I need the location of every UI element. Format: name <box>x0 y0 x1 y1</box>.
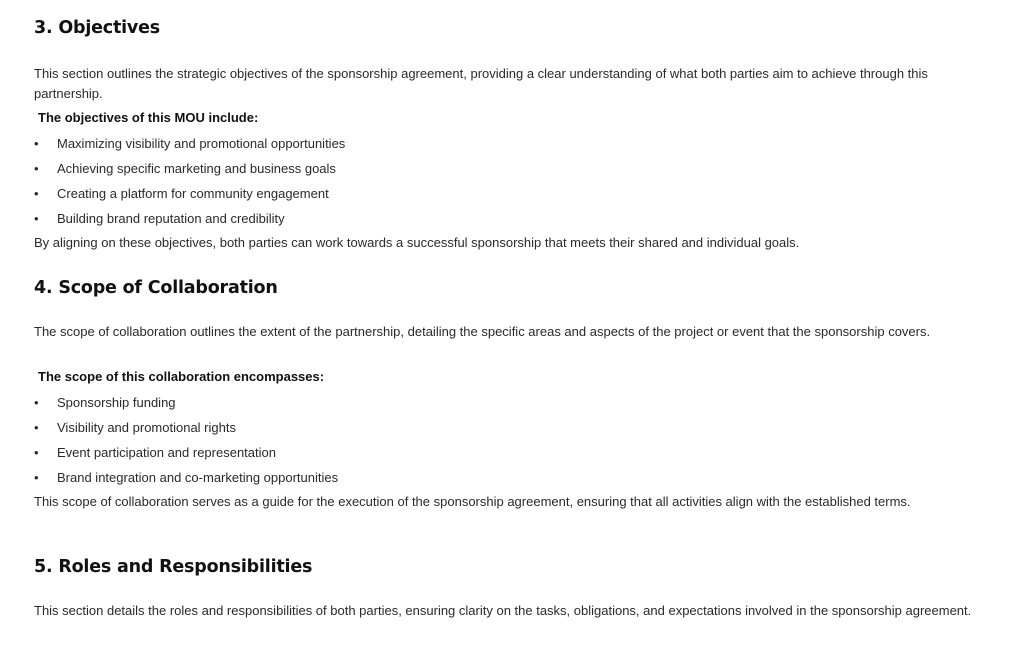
bullet-icon: • <box>34 445 39 460</box>
list-item-text: Maximizing visibility and promotional opportunities <box>57 136 346 151</box>
bullet-icon: • <box>34 161 39 176</box>
scope-outro-paragraph: This scope of collaboration serves as a guide for the execution of the sponsorship agreement, ensuring that all activities align with the established terms. <box>34 494 911 509</box>
section-heading-roles: 5. Roles and Responsibilities <box>34 557 313 577</box>
bullet-icon: • <box>34 136 39 151</box>
list-item <box>34 440 338 465</box>
list-item-text: Achieving specific marketing and business goals <box>57 161 336 176</box>
list-item-text: Visibility and promotional rights <box>57 420 236 435</box>
list-item <box>34 206 345 231</box>
bullet-icon: • <box>34 211 39 226</box>
list-item <box>34 181 345 206</box>
objectives-intro-paragraph: This section outlines the strategic objectives of the sponsorship agreement, providing a clear understanding of what both parties aim to achieve through this partnership. <box>34 66 928 101</box>
scope-list-heading: The scope of this collaboration encompasses: <box>38 369 325 384</box>
scope-list <box>34 390 338 490</box>
bullet-icon: • <box>34 186 39 201</box>
list-item-text: Brand integration and co-marketing opportunities <box>57 470 339 485</box>
list-item-text: Creating a platform for community engagement <box>57 186 329 201</box>
list-item-text: Event participation and representation <box>57 445 276 460</box>
roles-intro-paragraph: This section details the roles and responsibilities of both parties, ensuring clarity on the tasks, obligations, and expectations involved in the sponsorship agreement. <box>34 603 972 618</box>
objectives-list <box>34 131 345 231</box>
list-item <box>34 390 338 415</box>
list-item <box>34 131 345 156</box>
objectives-outro-paragraph: By aligning on these objectives, both parties can work towards a successful sponsorship that meets their shared and individual goals. <box>34 235 800 250</box>
section-heading-scope: 4. Scope of Collaboration <box>34 278 278 298</box>
list-item-text: Sponsorship funding <box>57 395 176 410</box>
list-item <box>34 156 345 181</box>
objectives-list-heading: The objectives of this MOU include: <box>38 110 259 125</box>
list-item <box>34 465 338 490</box>
bullet-icon: • <box>34 420 39 435</box>
scope-intro-paragraph: The scope of collaboration outlines the extent of the partnership, detailing the specific areas and aspects of the project or event that the sponsorship covers. <box>34 324 931 339</box>
list-item-text: Building brand reputation and credibility <box>57 211 285 226</box>
section-heading-objectives: 3. Objectives <box>34 18 161 38</box>
bullet-icon: • <box>34 395 39 410</box>
bullet-icon: • <box>34 470 39 485</box>
list-item <box>34 415 338 440</box>
